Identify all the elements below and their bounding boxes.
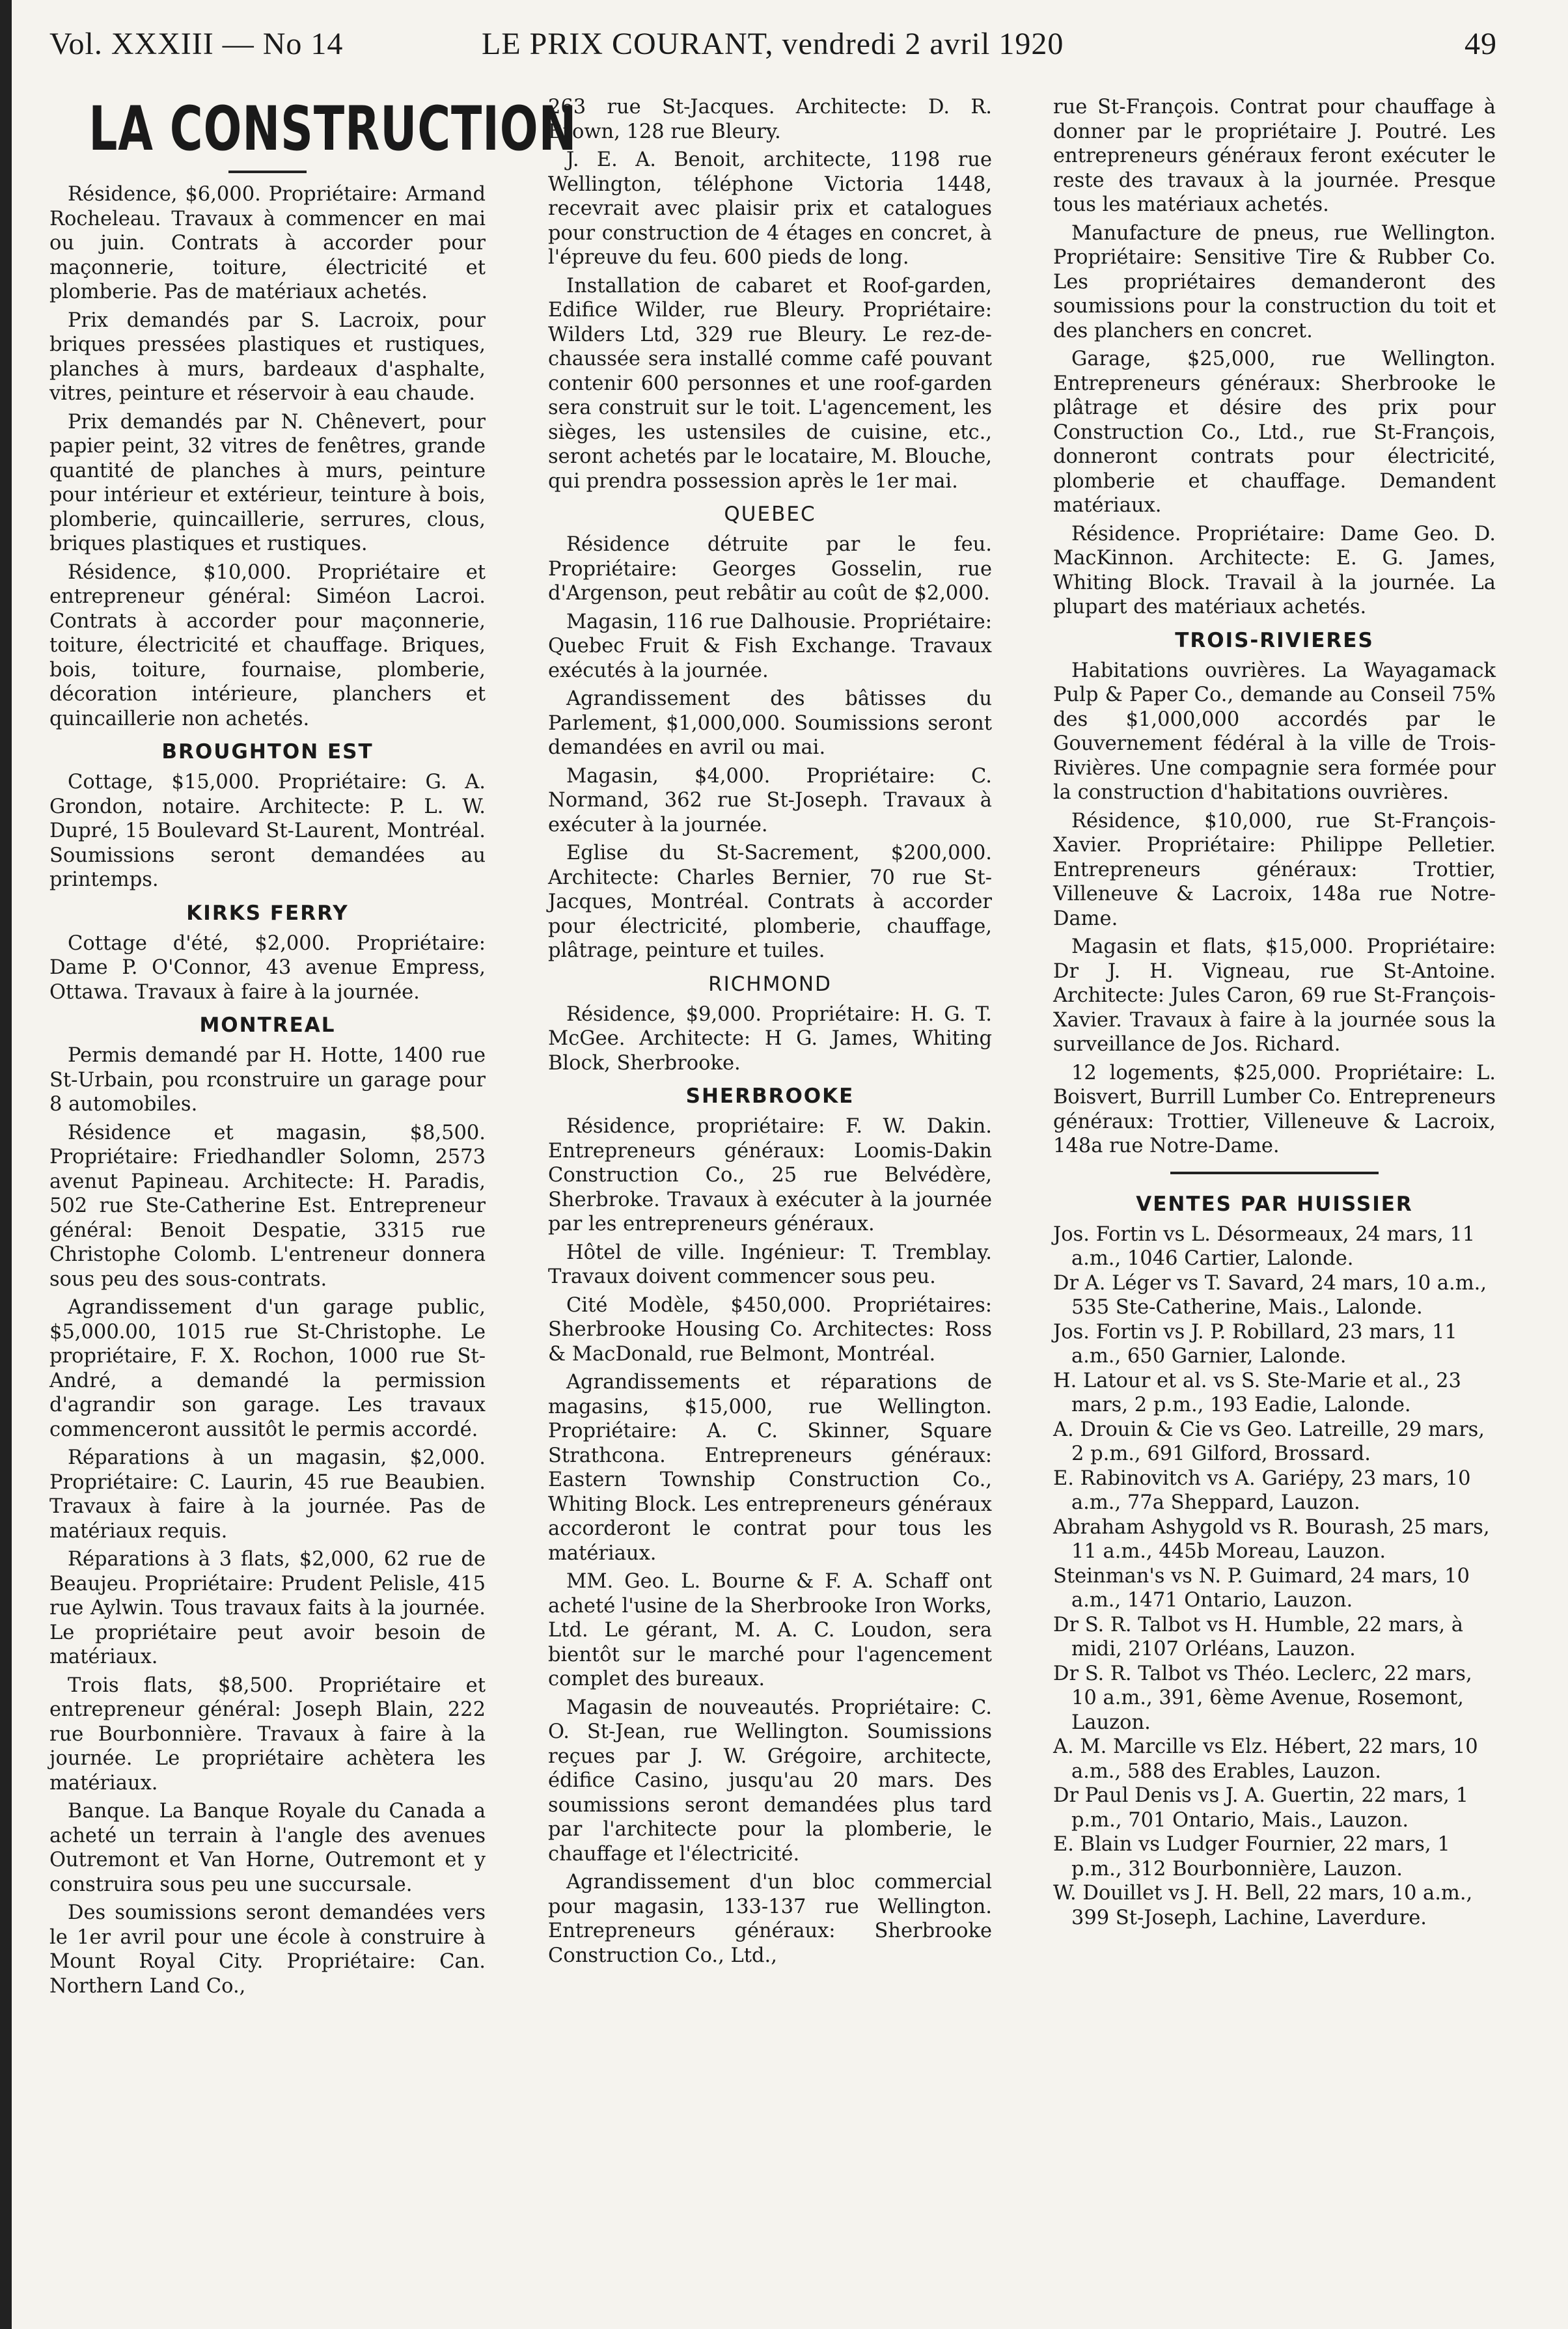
article-paragraph: Résidence. Propriétaire: Dame Geo. D. MacKinnon. Architecte: E. G. James, Whiting Block. Travail à la journée. La plupart des matériaux achetés. [1053,522,1496,618]
article-paragraph: Installation de cabaret et Roof-garden, Edifice Wilder, rue Bleury. Propriétaire: Wilders Ltd, 329 rue Bleury. Le rez-de-chaussée sera installé comme café pouvant contenir 600 personnes et une roof-garden sera construit sur le toit. L'agencement, les sièges, les ustensiles de cuisine, etc., seront achetés par le locataire, M. Blouche, qui prendra possession après le 1er mai. [548,274,992,493]
sale-entry: A. M. Marcille vs Elz. Hébert, 22 mars, 10 a.m., 588 des Erables, Lauzon. [1053,1735,1478,1783]
article-paragraph: Des soumissions seront demandées vers le 1er avril pour une école à construire à Mount Royal City. Propriétaire: Can. Northern Land Co., [49,1901,486,1998]
article-paragraph: Hôtel de ville. Ingénieur: T. Tremblay. Travaux doivent commencer sous peu. [548,1241,992,1288]
article-paragraph: Résidence et magasin, $8,500. Propriétaire: Friedhandler Solomn, 2573 avenut Papineau. Architecte: H. Paradis, 502 rue Ste-Catherine Est. Entrepreneur général: Benoit Despatie, 3315 rue Christophe Colomb. L'entreneur donnera sous peu des sous-contrats. [49,1121,486,1291]
subheading-richmond: RICHMOND [708,972,832,996]
article-paragraph: 263 rue St-Jacques. Architecte: D. R. Brown, 128 rue Bleury. [548,96,992,143]
article-paragraph: Réparations à un magasin, $2,000. Propriétaire: C. Laurin, 45 rue Beaubien. Travaux à faire à la journée. Pas de matériaux requis. [49,1446,486,1543]
sale-entry: Dr Paul Denis vs J. A. Guertin, 22 mars, 1 p.m., 701 Ontario, Mais., Lauzon. [1053,1784,1468,1832]
article-paragraph: Permis demandé par H. Hotte, 1400 rue St-Urbain, pou rconstruire un garage pour 8 automobiles. [49,1044,486,1116]
article-paragraph: Habitations ouvrières. La Wayagamack Pulp & Paper Co., demande au Conseil 75% des $1,000,000 accordés par le Gouvernement fédéral à la ville de Trois-Rivières. Une compagnie sera formée pour la construction d'habitations ouvrières. [1053,659,1496,804]
article-paragraph: Résidence, $10,000, rue St-François-Xavier. Propriétaire: Philippe Pelletier. Entrepreneurs généraux: Trottier, Villeneuve & Lacroix, 148a rue Notre-Dame. [1053,809,1496,930]
article-paragraph: Résidence, $10,000. Propriétaire et entrepreneur général: Siméon Lacroi. Contrats à accorder pour maçonnerie, toiture, électricité et chauffage. Briques, bois, toiture, fournaise, plomberie, décoration intérieure, planchers et quincaillerie non achetés. [49,560,486,730]
title-rule [228,171,307,173]
page-number: 49 [1465,27,1497,61]
article-paragraph: Prix demandés par S. Lacroix, pour briques pressées plastiques et rustiques, planches à murs, bardeaux d'asphalte, vitres, peinture et réservoir à eau chaude. [49,309,486,405]
article-paragraph: Manufacture de pneus, rue Wellington. Propriétaire: Sensitive Tire & Rubber Co. Les propriétaires demanderont des soumissions pour la construction du toit et des planchers en concret. [1053,221,1496,342]
subheading-trois-rivieres: TROIS-RIVIERES [1175,628,1374,652]
article-paragraph: Cité Modèle, $450,000. Propriétaires: Sherbrooke Housing Co. Architectes: Ross & MacDonald, rue Belmont, Montréal. [548,1293,992,1366]
article-paragraph: Résidence détruite par le feu. Propriétaire: Georges Gosselin, rue d'Argenson, peut rebâtir au coût de $2,000. [548,533,992,605]
article-paragraph: Agrandissement des bâtisses du Parlement, $1,000,000. Soumissions seront demandées en avril ou mai. [548,687,992,759]
article-paragraph: Trois flats, $8,500. Propriétaire et entrepreneur général: Joseph Blain, 222 rue Bourbonnière. Travaux à faire à la journée. Le propriétaire achètera les matériaux. [49,1674,486,1795]
article-paragraph: J. E. A. Benoit, architecte, 1198 rue Wellington, téléphone Victoria 1448, recevrait avec plaisir prix et catalogues pour construction de 4 étages en concret, à l'épreuve du feu. 600 pieds de long. [548,148,992,269]
article-paragraph: MM. Geo. L. Bourne & F. A. Schaff ont acheté l'usine de la Sherbrooke Iron Works, Ltd. Le gérant, M. A. C. Loudon, sera bientôt sur le marché pour l'agencement complet des bureaux. [548,1570,992,1690]
sale-entry: Abraham Ashygold vs R. Bourash, 25 mars, 11 a.m., 445b Moreau, Lauzon. [1053,1515,1490,1563]
article-paragraph: rue St-François. Contrat pour chauffage à donner par le propriétaire J. Poutré. Les entrepreneurs généraux feront exécuter le reste des travaux à la journée. Presque tous les matériaux achetés. [1053,96,1496,216]
column-2 [548,95,992,2308]
article-paragraph: Agrandissements et réparations de magasins, $15,000, rue Wellington. Propriétaire: A. C. Skinner, Square Strathcona. Entrepreneurs généraux: Eastern Township Construction Co., Whiting Block. Les entrepreneurs généraux accorderont le contrat pour tous les matériaux. [548,1371,992,1565]
sale-entry: Dr S. R. Talbot vs Théo. Leclerc, 22 mars, 10 a.m., 391, 6ème Avenue, Rosemont, Lauzon. [1053,1662,1472,1734]
subheading-sherbrooke: SHERBROOKE [685,1084,855,1108]
article-paragraph: Magasin de nouveautés. Propriétaire: C. O. St-Jean, rue Wellington. Soumissions reçues par J. W. Grégoire, architecte, édifice Casino, jusqu'au 20 mars. Des soumissions seront demandées plus tard par l'architecte pour la plomberie, le chauffage et l'électricité. [548,1696,992,1866]
article-paragraph: 12 logements, $25,000. Propriétaire: L. Boisvert, Burrill Lumber Co. Entrepreneurs généraux: Trottier, Villeneuve & Lacroix, 148a rue Notre-Dame. [1053,1061,1496,1157]
article-paragraph: Agrandissement d'un garage public, $5,000.00, 1015 rue St-Christophe. Le propriétaire, F. X. Rochon, 1000 rue St-André, a demandé la permission d'agrandir son garage. Les travaux commenceront aussitôt le permis accordé. [49,1296,486,1441]
sale-entry: Steinman's vs N. P. Guimard, 24 mars, 10 a.m., 1471 Ontario, Lauzon. [1053,1564,1470,1612]
section-divider [1170,1172,1379,1174]
article-paragraph: Eglise du St-Sacrement, $200,000. Architecte: Charles Bernier, 70 rue St-Jacques, Montréal. Contrats à accorder pour électricité, plomberie, chauffage, plâtrage, peinture et tuiles. [548,842,992,962]
volume-number: Vol. XXXIII — No 14 [49,27,344,61]
article-paragraph: Magasin et flats, $15,000. Propriétaire: Dr J. H. Vigneau, rue St-Antoine. Architecte: Jules Caron, 69 rue St-François-Xavier. Travaux à faire à la journée sous la surveillance de Jos. Richard. [1053,935,1496,1056]
article-paragraph: Agrandissement d'un bloc commercial pour magasin, 133-137 rue Wellington. Entrepreneurs généraux: Sherbrooke Construction Co., Ltd., [548,1871,992,1967]
section-title: LA CONSTRUCTION [89,94,577,165]
subheading-montreal: MONTREAL [199,1013,336,1037]
sale-entry: W. Douillet vs J. H. Bell, 22 mars, 10 a.m., 399 St-Joseph, Lachine, Laverdure. [1053,1882,1473,1929]
article-paragraph: Prix demandés par N. Chênevert, pour papier peint, 32 vitres de fenêtres, grande quantité de planches à murs, peinture pour intérieur et extérieur, teinture à bois, plomberie, quincaillerie, serrures, clous, briques plastiques et rustiques. [49,410,486,555]
sale-entry: A. Drouin & Cie vs Geo. Latreille, 29 mars, 2 p.m., 691 Gilford, Brossard. [1053,1418,1485,1465]
sale-entry: H. Latour et al. vs S. Ste-Marie et al., 23 mars, 2 p.m., 193 Eadie, Lalonde. [1053,1369,1461,1416]
sale-entry: Jos. Fortin vs J. P. Robillard, 23 mars, 11 a.m., 650 Garnier, Lalonde. [1053,1320,1457,1368]
page-header [39,20,1510,78]
page-edge-shadow [0,0,12,2329]
column-1 [49,91,577,2304]
article-paragraph: Cottage d'été, $2,000. Propriétaire: Dame P. O'Connor, 43 avenue Empress, Ottawa. Travaux à faire à la journée. [49,931,486,1004]
sale-entry: E. Blain vs Ludger Fournier, 22 mars, 1 p.m., 312 Bourbonnière, Lauzon. [1053,1833,1450,1881]
subheading-broughton-est: BROUGHTON EST [161,740,374,764]
article-paragraph: Magasin, $4,000. Propriétaire: C. Normand, 362 rue St-Joseph. Travaux à exécuter à la journée. [548,764,992,836]
article-paragraph: Réparations à 3 flats, $2,000, 62 rue de Beaujeu. Propriétaire: Prudent Pelisle, 415 rue Aylwin. Tous travaux faits à la journée. Le propriétaire peut avoir besoin de matériaux. [49,1548,486,1668]
sale-entry: Dr S. R. Talbot vs H. Humble, 22 mars, à midi, 2107 Orléans, Lauzon. [1053,1613,1463,1661]
sale-entry: E. Rabinovitch vs A. Gariépy, 23 mars, 10 a.m., 77a Sheppard, Lauzon. [1053,1467,1471,1514]
subheading-ventes-par-huissier: VENTES PAR HUISSIER [1136,1192,1413,1216]
subheading-kirks-ferry: KIRKS FERRY [186,901,349,925]
sale-entry: Dr A. Léger vs T. Savard, 24 mars, 10 a.m., 535 Ste-Catherine, Mais., Lalonde. [1053,1271,1487,1319]
publication-title: LE PRIX COURANT, vendredi 2 avril 1920 [482,27,1064,61]
article-paragraph: Banque. La Banque Royale du Canada a acheté un terrain à l'angle des avenues Outremont et Van Horne, Outremont et y construira sous peu une succursale. [49,1800,486,1896]
article-paragraph: Résidence, $6,000. Propriétaire: Armand Rocheleau. Travaux à commencer en mai ou juin. Contrats à accorder pour maçonnerie, toiture, électricité et plomberie. Pas de matériaux achetés. [49,183,486,303]
column-3 [1053,95,1496,2308]
article-paragraph: Résidence, propriétaire: F. W. Dakin. Entrepreneurs généraux: Loomis-Dakin Construction Co., 25 rue Belvédère, Sherbroke. Travaux à exécuter à la journée par les entrepreneurs généraux. [548,1115,992,1235]
subheading-quebec: QUEBEC [724,503,816,526]
article-paragraph: Cottage, $15,000. Propriétaire: G. A. Grondon, notaire. Architecte: P. L. W. Dupré, 15 Boulevard St-Laurent, Montréal. Soumissions seront demandées au printemps. [49,771,486,891]
article-paragraph: Garage, $25,000, rue Wellington. Entrepreneurs généraux: Sherbrooke le plâtrage et désire des prix pour Construction Co., Ltd., rue St-François, donneront contrats pour électricité, plomberie et chauffage. Demandent matériaux. [1053,348,1496,517]
article-paragraph: Magasin, 116 rue Dalhousie. Propriétaire: Quebec Fruit & Fish Exchange. Travaux exécutés à la journée. [548,610,992,682]
article-paragraph: Résidence, $9,000. Propriétaire: H. G. T. McGee. Architecte: H G. James, Whiting Block, Sherbrooke. [548,1002,992,1075]
sale-entry: Jos. Fortin vs L. Désormeaux, 24 mars, 11 a.m., 1046 Cartier, Lalonde. [1053,1222,1476,1270]
